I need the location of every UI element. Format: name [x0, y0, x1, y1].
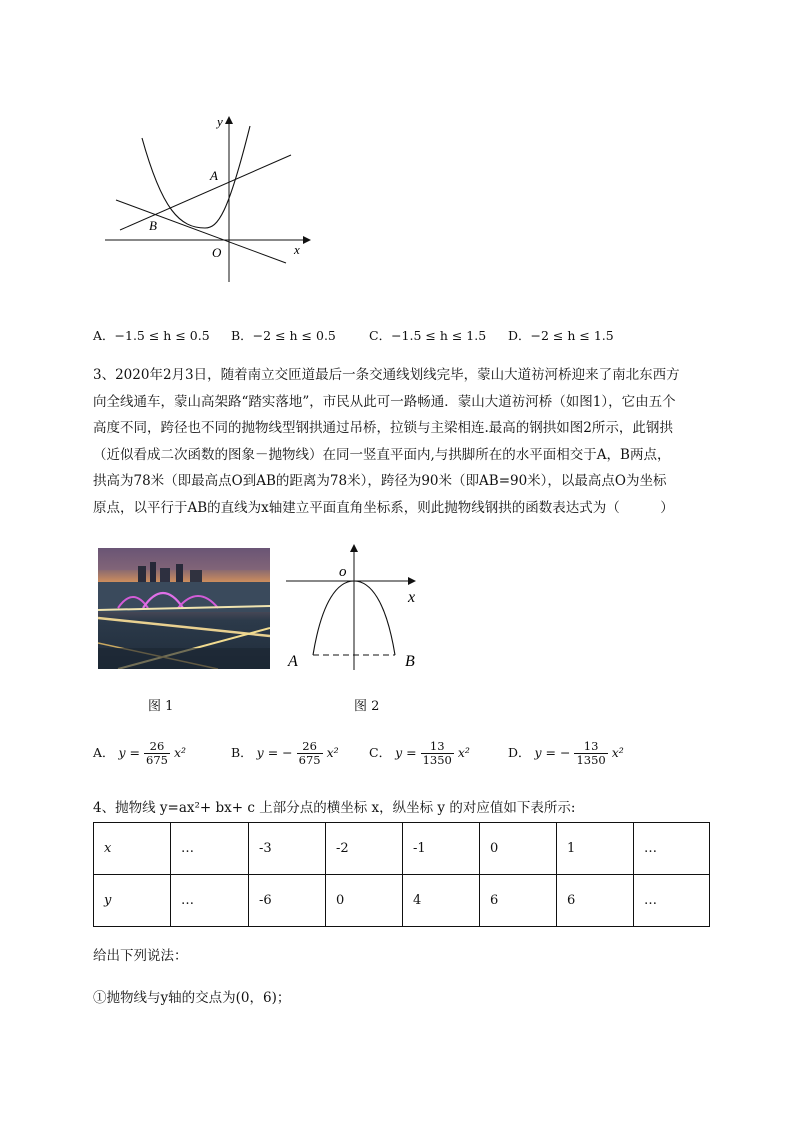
table-cell: -3: [249, 823, 326, 875]
table-cell: -6: [249, 875, 326, 927]
q4-text: 4、抛物线 y=ax²+ bx+ c 上部分点的横坐标 x，纵坐标 y 的对应值如下表所示:: [93, 800, 576, 816]
table-cell: …: [634, 875, 710, 927]
q3-d-fraction: [574, 740, 607, 767]
q3-a-var: x²: [173, 745, 187, 760]
q3-line-5: 拱高为78米（即最高点O到AB的距离为78米），跨径为90米（即AB=90米），以最高点O为坐标: [93, 473, 667, 489]
q2-figure: [100, 110, 320, 290]
q3-b-lhs: y =: [256, 745, 279, 760]
table-row: [94, 875, 710, 927]
fig2-y-arrow: [350, 544, 358, 552]
q3-c-lhs: y =: [395, 745, 417, 760]
q3-a-fraction: [144, 740, 170, 767]
table-cell: …: [634, 823, 710, 875]
table-cell: -2: [326, 823, 403, 875]
q3-d-lhs: y =: [534, 745, 557, 760]
q4-after-text: 给出下列说法：: [93, 948, 188, 964]
table-cell: -1: [403, 823, 480, 875]
table-cell: 0: [480, 823, 557, 875]
fig2-label-x: x: [408, 589, 416, 606]
table-cell: 4: [403, 875, 480, 927]
q3-line-2: 向全线通车，蒙山高架路“踏实落地”，市民从此可一路畅通．蒙山大道祊河桥（如图1），它由五个: [93, 393, 676, 410]
y-axis-arrow: [225, 116, 233, 124]
table-cell: 6: [480, 875, 557, 927]
fig1-caption: 图 1: [148, 699, 174, 714]
label-o: O: [212, 245, 222, 260]
table-cell: 1: [557, 823, 634, 875]
x-axis-arrow: [303, 236, 311, 244]
bridge-photo: [98, 548, 270, 669]
label-b: B: [149, 218, 157, 233]
line-b-descending: [116, 200, 286, 263]
q3-text: [93, 362, 753, 521]
table-cell: 0: [326, 875, 403, 927]
q3-line-1: 3、2020年2月3日，随着南立交匝道最后一条交通线划线完毕，蒙山大道祊河桥迎来了南北东西方: [93, 367, 680, 383]
q3-b-fraction: [297, 740, 323, 767]
table-row: [94, 823, 710, 875]
q3-d-sign: −: [560, 745, 571, 760]
q3-c-fraction: [421, 740, 454, 767]
q3-d-num: 13: [574, 740, 607, 754]
q3-b-num: 26: [297, 740, 323, 754]
label-y: y: [217, 114, 223, 129]
q3-d-den: 1350: [576, 753, 606, 767]
line-ab: [120, 155, 291, 230]
table-cell: 6: [557, 875, 634, 927]
q3-b-den: 675: [298, 753, 321, 767]
q2-option-b: B．−2 ≤ h ≤ 0.5: [231, 328, 336, 343]
table-cell: y: [94, 875, 171, 927]
fig2-caption: 图 2: [354, 699, 380, 714]
q3-b-prefix: B．: [231, 745, 253, 760]
q2-option-a: A．−1.5 ≤ h ≤ 0.5: [93, 328, 210, 343]
q3-option-b: [231, 740, 339, 767]
q3-c-prefix: C．: [369, 745, 392, 760]
q2-option-c: C．−1.5 ≤ h ≤ 1.5: [369, 328, 487, 343]
q3-b-sign: −: [282, 745, 293, 760]
table-cell: …: [171, 875, 249, 927]
q3-line-3: 高度不同，跨径也不同的抛物线型钢拱通过吊桥，拉锁与主梁相连.最高的钢拱如图2所示，此钢拱: [93, 420, 673, 436]
q3-line-6: 原点，以平行于AB的直线为x轴建立平面直角坐标系，则此抛物线钢拱的函数表达式为（ ）: [93, 499, 674, 516]
q3-b-var: x²: [326, 745, 339, 760]
q3-a-den: 675: [146, 753, 168, 767]
q3-c-var: x²: [457, 745, 470, 760]
q3-a-lhs: y =: [118, 745, 141, 760]
q3-option-c: [369, 740, 470, 767]
fig2-label-o: o: [339, 564, 347, 580]
q3-option-d: [508, 740, 624, 767]
q3-a-num: 26: [144, 740, 170, 754]
q2-option-d: D．−2 ≤ h ≤ 1.5: [508, 328, 614, 343]
fig2-x-arrow: [408, 577, 416, 585]
label-x: x: [294, 242, 300, 257]
q3-option-a: [93, 740, 186, 767]
q3-a-prefix: A．: [93, 745, 115, 760]
q3-c-den: 1350: [422, 753, 452, 767]
label-a: A: [210, 168, 218, 183]
q3-figure-2: [282, 540, 422, 675]
q4-statement-1: ①抛物线与y轴的交点为(0，6)；: [93, 990, 291, 1006]
q3-c-num: 13: [421, 740, 454, 754]
table-cell: …: [171, 823, 249, 875]
q4-table: [93, 822, 710, 927]
q3-line-4: （近似看成二次函数的图象－抛物线）在同一竖直平面内,与拱脚所在的水平面相交于A，B两点，: [93, 446, 671, 463]
q3-d-prefix: D．: [508, 745, 531, 760]
q3-d-var: x²: [611, 745, 624, 760]
fig2-label-b: B: [405, 653, 415, 670]
fig2-label-a: A: [288, 653, 298, 670]
table-cell: x: [94, 823, 171, 875]
